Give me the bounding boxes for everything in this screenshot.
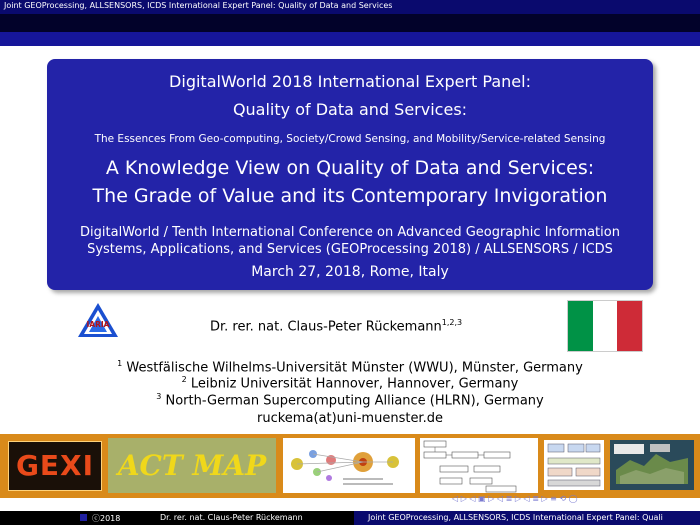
conference-line1: DigitalWorld / Tenth International Conference on Advanced Geographic Information — [80, 225, 620, 240]
panel-title-line1: DigitalWorld 2018 International Expert Panel: — [169, 72, 531, 91]
affiliation-text: Westfälische Wilhelms-Universität Münster (WWU), Münster, Germany — [126, 360, 583, 376]
affiliation-mark: 2 — [181, 375, 187, 384]
running-title: Joint GEOProcessing, ALLSENSORS, ICDS International Expert Panel: Quality of Data and Services — [4, 1, 393, 10]
conference-line2: Systems, Applications, and Services (GEOProcessing 2018) / ALLSENSORS / ICDS — [87, 242, 613, 257]
affiliation-mark: 3 — [156, 392, 162, 401]
gexi-logo-label: GEXI — [15, 449, 95, 482]
workflow-diagram-thumbnail — [420, 438, 538, 493]
knowledge-graph-thumbnail — [283, 438, 415, 493]
workflow-diagram-image — [420, 438, 538, 493]
author-affiliation-marks: 1,2,3 — [441, 318, 463, 327]
affiliation-text: Leibniz Universität Hannover, Hannover, Germany — [190, 376, 519, 392]
footer-copyright: ⓒ2018 — [92, 514, 121, 523]
italy-flag-icon — [567, 300, 643, 352]
flag-white-stripe — [593, 301, 618, 351]
actmap-logo-label: ACT MAP — [117, 449, 267, 482]
header-bar — [0, 0, 700, 14]
knowledge-graph-image — [283, 438, 415, 493]
conference — [47, 224, 653, 258]
author-line — [210, 318, 462, 334]
beamer-navigation-icon[interactable]: ◁ ▷ ◁ ▣ ▷ ◁ ≣ ▷ ◁ ≣ ▷ ≡ ⟲ ◯ — [452, 494, 578, 503]
header-band-blue — [0, 32, 700, 46]
panel-subtitle: The Essences From Geo-computing, Society/Crowd Sensing, and Mobility/Service-related Sensing — [94, 133, 606, 145]
affiliation-3 — [0, 389, 700, 409]
map-visualisation-image — [610, 440, 694, 490]
architecture-diagram-thumbnail — [544, 440, 604, 490]
architecture-diagram-image — [544, 440, 604, 490]
panel-title-line2: Quality of Data and Services: — [232, 100, 468, 119]
talk-title-line1: A Knowledge View on Quality of Data and Services: — [105, 157, 595, 179]
flag-red-stripe — [617, 301, 642, 351]
email[interactable]: ruckema(at)uni-muenster.de — [257, 411, 443, 426]
iaria-logo-icon — [77, 302, 119, 338]
footer-title: Joint GEOProcessing, ALLSENSORS, ICDS International Expert Panel: Quali — [368, 513, 663, 522]
gexi-logo — [8, 441, 102, 491]
talk-title — [47, 154, 653, 210]
footer-title-panel — [354, 511, 700, 525]
author-name: Dr. rer. nat. Claus-Peter Rückemann — [210, 319, 442, 335]
actmap-logo — [108, 438, 276, 493]
title-block — [47, 59, 653, 290]
footer-author: Dr. rer. nat. Claus-Peter Rückemann — [160, 513, 303, 522]
header-band-dark — [0, 14, 700, 32]
talk-title-line2: The Grade of Value and its Contemporary Invigoration — [92, 185, 608, 207]
footer-square-icon — [80, 514, 87, 521]
affiliation-mark: 1 — [117, 359, 123, 368]
affiliation-text: North-German Supercomputing Alliance (HLRN), Germany — [165, 393, 544, 409]
iaria-logo-label: IARIA — [86, 320, 110, 329]
date-place: March 27, 2018, Rome, Italy — [251, 264, 449, 280]
footer-bar — [0, 511, 700, 525]
map-visualisation-thumbnail — [610, 440, 694, 490]
flag-green-stripe — [568, 301, 593, 351]
